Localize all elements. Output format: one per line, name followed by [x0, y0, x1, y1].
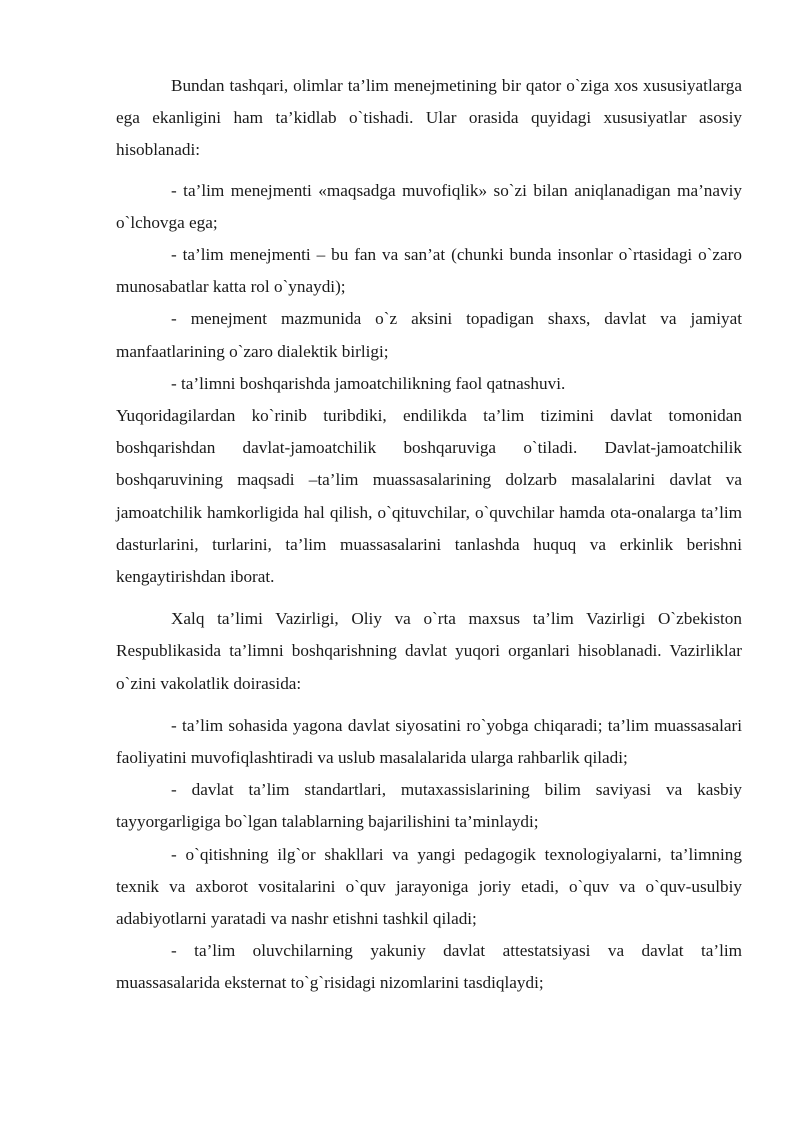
- list-item: - davlat ta’lim standartlari, mutaxassislarining bilim saviyasi va kasbiy tayyorgarligiga bo`lgan talablarning bajarilishini ta’minlaydi;: [116, 780, 742, 832]
- paragraph-summary: Yuqoridagilardan ko`rinib turibdiki, endilikda ta’lim tizimini davlat tomonidan boshqarishdan davlat-jamoatchilik boshqaruviga o`tiladi. Davlat-jamoatchilik boshqaruvining maqsadi –ta’lim muassasalarining dolzarb masalalarini davlat va jamoatchilik hamkorligida hal qilish, o`qituvchilar, o`quvchilar hamda ota-onalarga ta’lim dasturlarini, turlarini, ta’lim muassasalarini tanlashda huquq va erkinlik berishni kengaytirishdan iborat.: [116, 406, 742, 587]
- list-item: - ta’lim sohasida yagona davlat siyosatini ro`yobga chiqaradi; ta’lim muassasalari faoliyatini muvofiqlashtiradi va uslub masalalarida ularga rahbarlik qiladi;: [116, 715, 742, 768]
- list-item: - o`qitishning ilg`or shakllari va yangi pedagogik texnologiyalarni, ta’limning texnik va axborot vositalarini o`quv jarayoniga joriy etadi, o`quv va o`quv-usulbiy adabiyotlarni yaratadi va nashr etishni tashkil qiladi;: [116, 844, 742, 929]
- list-item: - menejment mazmunida o`z aksini topadigan shaxs, davlat va jamiyat manfaatlarining o`zaro dialektik birligi;: [116, 309, 742, 361]
- list-item: - ta’lim menejmenti – bu fan va san’at (chunki bunda insonlar o`rtasidagi o`zaro munosabatlar katta rol o`ynaydi);: [116, 245, 742, 297]
- list-item: - ta’lim oluvchilarning yakuniy davlat attestatsiyasi va davlat ta’lim muassasalarida eksternat to`g`risidagi nizomlarini tasdiqlaydi;: [116, 941, 742, 993]
- paragraph-intro: Bundan tashqari, olimlar ta’lim menejmetining bir qator o`ziga xos xususiyatlarga ega ekanligini ham ta’kidlab o`tishadi. Ular orasida quyidagi xususiyatlar asosiy hisoblanadi:: [116, 76, 742, 160]
- document-page: [116, 70, 742, 1000]
- list-item: - ta’limni boshqarishda jamoatchilikning faol qatnashuvi.: [171, 373, 566, 393]
- paragraph-ministries: Xalq ta’limi Vazirligi, Oliy va o`rta maxsus ta’lim Vazirligi O`zbekiston Respublikasida ta’limni boshqarishning davlat yuqori organlari hisoblanadi. Vazirliklar o`zini vakolatlik doirasida:: [116, 609, 742, 693]
- list-item: - ta’lim menejmenti «maqsadga muvofiqlik» so`zi bilan aniqlanadigan ma’naviy o`lchovga ega;: [116, 180, 742, 232]
